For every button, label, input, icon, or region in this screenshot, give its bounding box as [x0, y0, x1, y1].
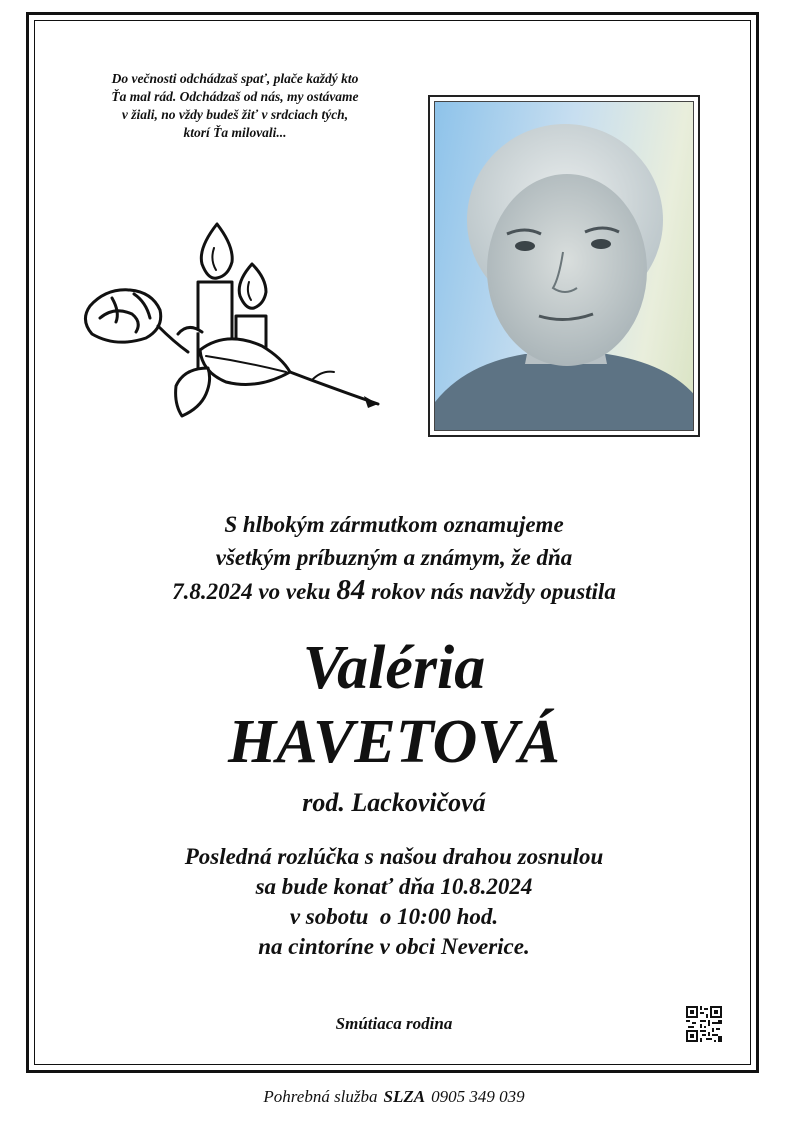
announcement-tail-text: rokov nás navždy opustila — [365, 579, 616, 604]
portrait-photo-frame — [428, 95, 700, 437]
announcement-line-3 — [80, 574, 708, 608]
funeral-line-3: v sobotu o 10:00 hod. — [289, 904, 499, 929]
memorial-poem — [60, 70, 410, 142]
funeral-service-footer — [0, 1086, 788, 1108]
portrait-figure-icon — [435, 102, 694, 431]
age-value: 84 — [336, 574, 366, 606]
deceased-maiden-name: rod. Lackovičová — [302, 788, 486, 817]
deceased-surname: HAVETOVÁ — [228, 708, 560, 776]
poem-line-3: v žiali, no vždy budeš žiť v srdciach tých, — [121, 107, 349, 122]
poem-line-4: ktorí Ťa milovali... — [183, 125, 287, 140]
portrait-photo — [434, 101, 694, 431]
death-date-text: 7.8.2024 vo veku — [172, 579, 337, 604]
family-signature: Smútiaca rodina — [335, 1014, 453, 1033]
funeral-details — [80, 842, 708, 962]
poem-line-1: Do večnosti odchádzaš spať, plače každý kto — [111, 71, 359, 86]
funeral-line-2: sa bude konať dňa 10.8.2024 — [255, 874, 533, 899]
qr-code-icon — [686, 1006, 722, 1042]
poem-line-2: Ťa mal rád. Odchádzaš od nás, my ostávame — [111, 89, 359, 104]
announcement-line-1: S hlbokým zármutkom oznamujeme — [224, 512, 564, 537]
announcement — [80, 508, 708, 608]
candles-and-rose-icon — [76, 218, 386, 418]
footer-brand: SLZA — [383, 1087, 426, 1106]
announcement-line-2: všetkým príbuzným a známym, že dňa — [215, 545, 573, 570]
footer-service-label: Pohrebná služba — [263, 1087, 378, 1106]
footer-phone: 0905 349 039 — [431, 1087, 525, 1106]
deceased-first-name: Valéria — [302, 634, 486, 702]
funeral-line-1: Posledná rozlúčka s našou drahou zosnulou — [184, 844, 604, 869]
funeral-line-4: na cintoríne v obci Neverice. — [258, 934, 530, 959]
